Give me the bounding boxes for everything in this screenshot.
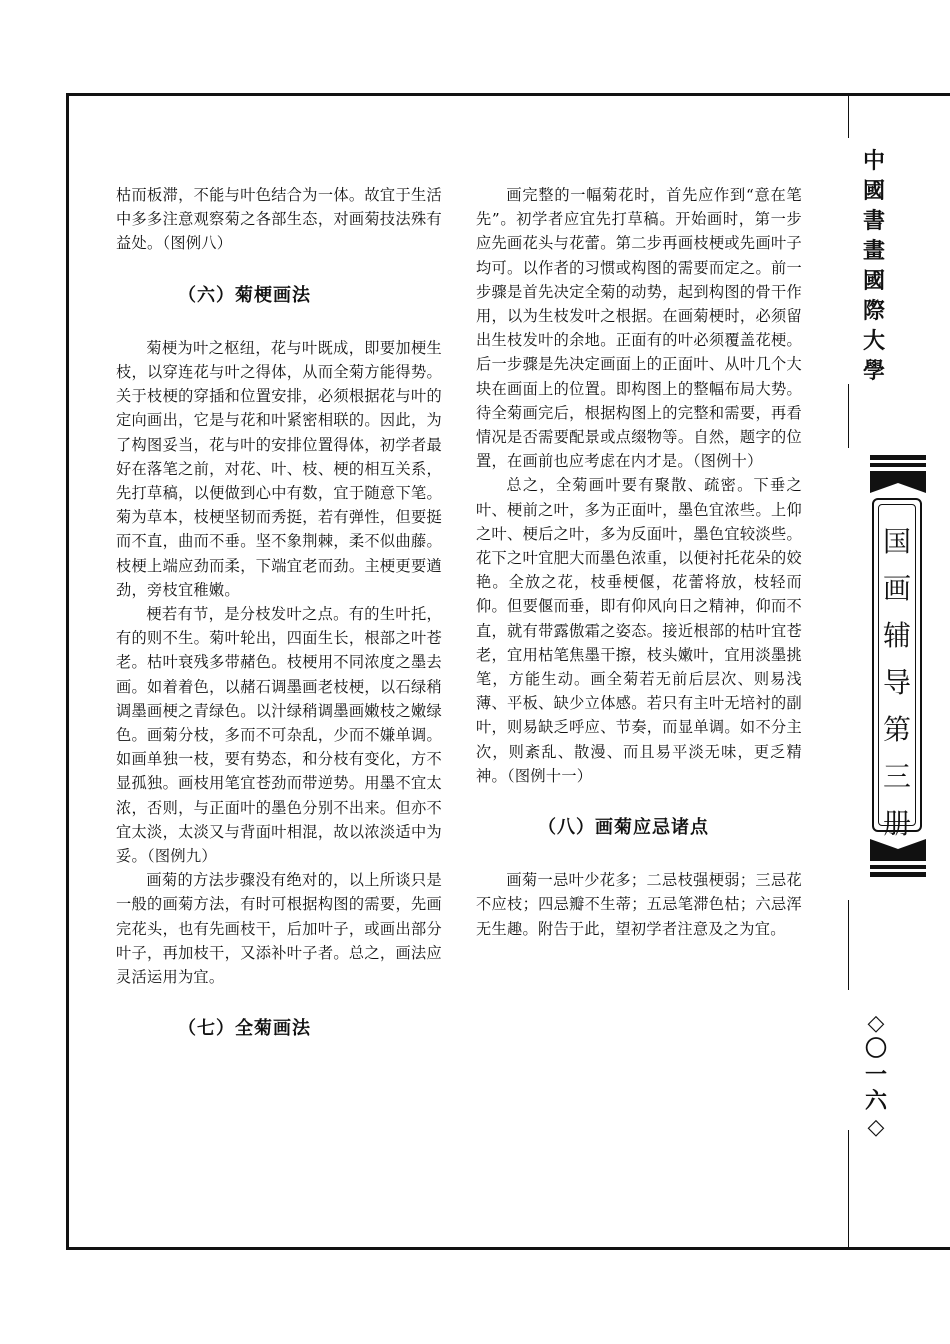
school-char: 中	[862, 148, 885, 174]
book-title-char: 三	[882, 760, 911, 793]
book-title-char: 导	[882, 666, 911, 699]
school-char: 畫	[862, 238, 885, 264]
diamond-icon: ◇	[867, 1010, 885, 1036]
school-char: 際	[862, 298, 885, 324]
school-char: 大	[862, 328, 885, 354]
book-title-char: 第	[882, 713, 911, 746]
right-column	[476, 183, 802, 941]
section-heading-6: （六）菊梗画法	[178, 284, 311, 306]
diamond-icon: ◇	[867, 1114, 885, 1140]
sidebar-divider-bottom	[848, 1130, 849, 1250]
paragraph: 枯而板滞，不能与叶色结合为一体。故宜于生活中多多注意观察菊之各部生态，对画菊技法殊有益处。（图例八）	[116, 186, 442, 253]
paragraph: 总之，全菊画叶要有聚散、疏密。下垂之叶、梗前之叶，多为正面叶，墨色宜浓些。上仰之叶、梗后之叶，多为反面叶，墨色宜较淡些。花下之叶宜肥大而墨色浓重，以便衬托花朵的姣艳。全放之花，枝垂梗偃，花蕾将放，枝轻而仰。但要偃而垂，即有仰风向日之精神，仰而不直，就有带露傲霜之姿态。接近根部的枯叶宜苍老，宜用枯笔焦墨干擦，枝头嫩叶，宜用淡墨挑笔，方能生动。画全菊若无前后层次、则易浅薄、平板、缺少立体感。若只有主叶无培衬的副叶，则易缺乏呼应、节奏，而显单调。如不分主次，则紊乱、散漫、而且易平淡无味，更乏精神。（图例十一）	[476, 476, 802, 785]
book-title-char: 辅	[882, 619, 911, 652]
sidebar-divider-mid	[848, 384, 849, 448]
school-char: 書	[862, 208, 885, 234]
sidebar-divider-top	[848, 96, 849, 138]
school-char: 學	[862, 358, 885, 384]
section-heading-7: （七）全菊画法	[178, 1018, 311, 1040]
paragraph: 画菊的方法步骤没有绝对的，以上所谈只是一般的画菊方法，有时可根据构图的需要，先画完花头，也有先画枝干，后加叶子，或画出部分叶子，再加枝干，又添补叶子者。总之，画法应灵活运用为宜。	[116, 871, 442, 987]
page-number-char: 一	[864, 1062, 887, 1088]
paragraph: 梗若有节，是分枝发叶之点。有的生叶托，有的则不生。菊叶轮出，四面生长，根部之叶苍老。枯叶衰残多带赭色。枝梗用不同浓度之墨去画。如着着色，以赭石调墨画老枝梗，以石绿稍调墨画梗之青绿色。以汁绿稍调墨画嫩枝之嫩绿色。画菊分枝，多而不可杂乱，少而不嫌单调。如画单独一枝，要有势态，和分枝有变化，方不显孤独。画枝用笔宜苍劲而带逆势。用墨不宜太浓，否则，与正面叶的墨色分别不出来。但亦不宜太淡，太淡又与背面叶相混，故以浓淡适中为妥。（图例九）	[116, 605, 442, 866]
page-number	[856, 1010, 896, 1140]
school-char: 國	[862, 268, 885, 294]
paragraph: 画完整的一幅菊花时，首先应作到“意在笔先”。初学者应宜先打草稿。开始画时，第一步应先画花头与花蕾。第二步再画枝梗或先画叶子均可。以作者的习惯或构图的需要而定之。前一步骤是首先决定全菊的动势，起到构图的骨干作用，以为生枝发叶之根据。在画菊梗时，必须留出生枝发叶的余地。正面有的叶必须覆盖花梗。后一步骤是先决定画面上的正面叶、从叶几个大块在画面上的位置。即构图上的整幅布局大势。待全菊画完后，根据构图上的完整和需要，再看情况是否需要配景或点缀物等。自然，题字的位置，在画前也应考虑在内才是。（图例十）	[476, 186, 802, 471]
school-char: 國	[862, 178, 885, 204]
section-heading-8: （八）画菊应忌诸点	[538, 817, 709, 839]
paragraph: 画菊一忌叶少花多；二忌枝强梗弱；三忌花不应枝；四忌瓣不生蒂；五忌笔滞色枯；六忌浑无生趣。附告于此，望初学者注意及之为宜。	[476, 871, 802, 938]
book-title-char: 国	[882, 525, 911, 558]
left-column	[116, 183, 442, 1070]
book-title-char: 册	[882, 807, 911, 840]
book-title-char: 画	[882, 572, 911, 605]
book-title	[874, 518, 920, 847]
sidebar-divider-low	[848, 900, 849, 990]
school-name	[858, 146, 890, 386]
page-number-char: 六	[864, 1088, 887, 1114]
paragraph: 菊梗为叶之枢纽，花与叶既成，即要加梗生枝，以穿连花与叶之得体，从而全菊方能得势。关于枝梗的穿插和位置安排，必须根据花与叶的定向画出，它是与花和叶紧密相联的。因此，为了构图妥当，花与叶的安排位置得体，初学者最好在落笔之前，对花、叶、枝、梗的相互关系，先打草稿，以便做到心中有数，宜于随意下笔。菊为草本，枝梗坚韧而秀挺，若有弹性，但要挺而不直，曲而不垂。坚不象荆棘，柔不似曲藤。枝梗上端应劲而柔，下端宜老而劲。主梗更要遒劲，旁枝宜稚嫩。	[116, 338, 442, 599]
page-number-char: 〇	[864, 1036, 887, 1062]
